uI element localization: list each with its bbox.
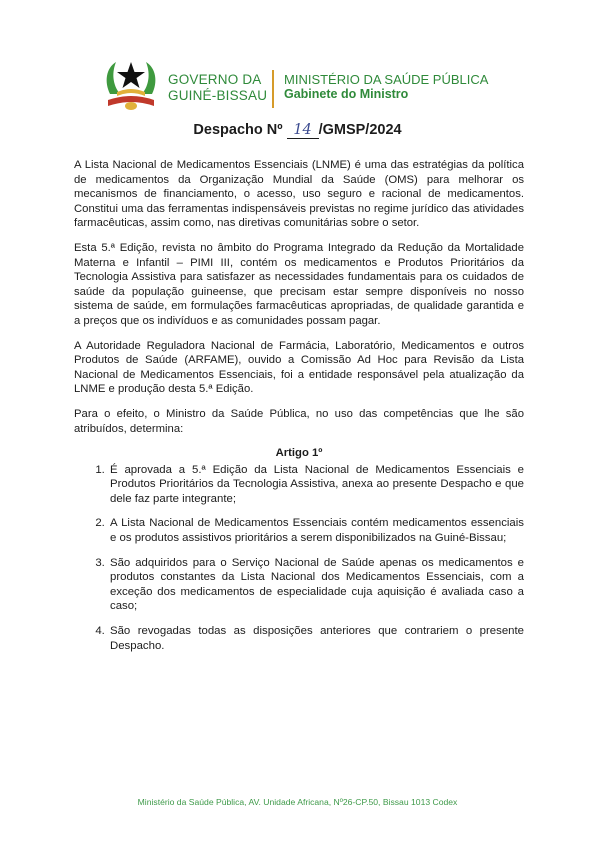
office-title: Gabinete do Ministro [284,87,409,101]
article-item: 4. São revogadas todas as disposições anteriores que contrariem o presente Despacho. [108,624,524,653]
letterhead [100,56,500,112]
article-item: 2. A Lista Nacional de Medicamentos Essenciais contém medicamentos essenciais e os produtos assistivos prioritários a serem disponibilizados na Guiné-Bissau; [108,516,524,545]
ministry-title: MINISTÉRIO DA SAÚDE PÚBLICA [284,72,489,87]
paragraph: Para o efeito, o Ministro da Saúde Pública, no uso das competências que lhe são atribuídos, determina: [74,407,524,435]
article-heading: Artigo 1º [275,447,323,460]
government-line-1: GOVERNO DA [168,72,262,87]
paragraph: A Lista Nacional de Medicamentos Essenciais (LNME) é uma das estratégias da política de medicamentos da Organização Mundial da Saúde (OMS) para melhorar os mecanismos de financiamento, o acesso, uso seguro e racional de medicamentos. Constitui uma das ferramentas indispensáveis previstas no regime jurídico das atividades farmacêuticas, assim como, nas diretivas comunitárias sobre o setor. [74,159,524,230]
article-list [74,463,524,654]
paragraph: Esta 5.ª Edição, revista no âmbito do Programa Integrado da Redução da Mortalidade Materna e Infantil – PIMI III, contém os medicamentos e Produtos Prioritários da Tecnologia Assistiva para satisfazer as necessidades fundamentais para os cuidados de saúde da população guineense, que precisam estar sempre disponíveis no nosso sistema de saúde, em formulações farmacêuticas apropriadas, de qualidade garantida e a preços que os indivíduos e as comunidades possam pagar. [74,241,524,327]
dispatch-title [0,122,595,139]
title-prefix: Despacho Nº [193,122,283,138]
dispatch-number: 14 [287,122,319,139]
government-line-2: GUINÉ-BISSAU [168,88,268,103]
article-item: 1. É aprovada a 5.ª Edição da Lista Nacional de Medicamentos Essenciais e Produtos Prioritários da Tecnologia Assistiva, anexa ao presente Despacho e que dele faz parte integrante; [108,463,524,507]
article-item: 3. São adquiridos para o Serviço Nacional de Saúde apenas os medicamentos e produtos constantes da Lista Nacional dos Medicamentos Essenciais, com a exceção dos medicamentos de especialidade cuja aquisição é avaliada caso a caso; [108,556,524,614]
ministry-name [284,72,488,102]
header-divider [272,70,274,108]
government-name [168,72,267,104]
document-body [74,158,524,663]
footer-address: Ministério da Saúde Pública, AV. Unidade Africana, Nº26-CP.50, Bissau 1013 Codex [137,797,458,807]
national-emblem-icon [100,56,162,112]
title-suffix: /GMSP/2024 [318,122,402,138]
paragraph: A Autoridade Reguladora Nacional de Farmácia, Laboratório, Medicamentos e outros Produtos de Saúde (ARFAME), ouvido a Comissão Ad Hoc para Revisão da Lista Nacional de Medicamentos Essenciais, foi a entidade responsável pela atualização da LNME e produção desta 5.ª Edição. [74,339,524,396]
